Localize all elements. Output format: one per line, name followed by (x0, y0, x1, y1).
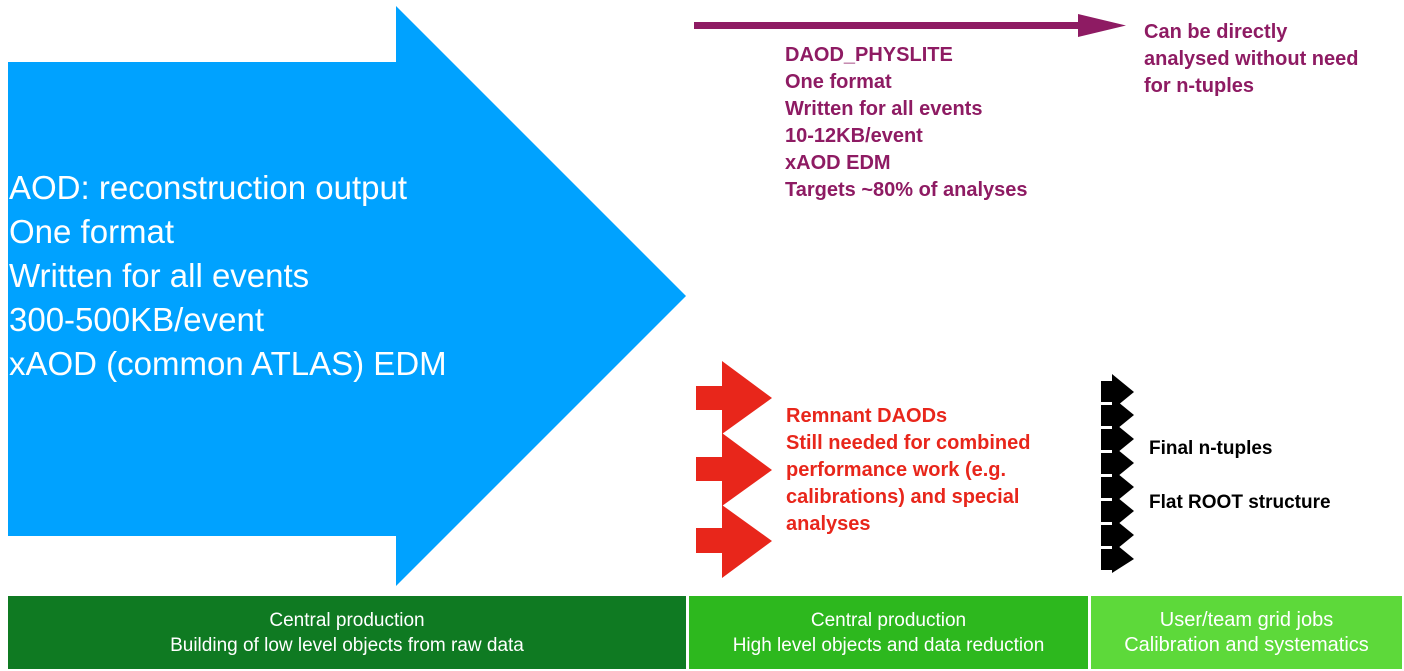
aod-line: 300-500KB/event (9, 301, 265, 338)
ntuple-line: Final n-tuples (1149, 438, 1273, 459)
stage-bar-central-high-level (689, 596, 1088, 669)
ntuple-arrow-stack (1101, 374, 1134, 573)
physlite-line: Written for all events (785, 98, 983, 120)
remnant-description (786, 403, 1030, 538)
physlite-line: One format (785, 71, 892, 93)
aod-line: xAOD (common ATLAS) EDM (9, 345, 447, 382)
direct-analysis-line: for n-tuples (1144, 75, 1254, 97)
remnant-line: calibrations) and special (786, 486, 1020, 508)
physlite-description (785, 42, 1028, 204)
stage-title: Central production (269, 609, 425, 631)
aod-line: One format (9, 213, 175, 250)
direct-analysis-line: Can be directly (1144, 21, 1288, 43)
physlite-line: DAOD_PHYSLITE (785, 44, 953, 66)
remnant-arrows (696, 361, 772, 578)
physlite-line: xAOD EDM (785, 152, 891, 174)
remnant-line: Still needed for combined (786, 432, 1031, 454)
ntuple-line: Flat ROOT structure (1149, 492, 1331, 513)
physlite-arrow (694, 14, 1126, 37)
stage-title: User/team grid jobs (1159, 608, 1334, 631)
ntuple-description (1149, 435, 1331, 516)
remnant-line: Remnant DAODs (786, 405, 948, 427)
direct-analysis-line: analysed without need (1144, 48, 1359, 70)
remnant-line: performance work (e.g. (786, 459, 1007, 481)
aod-line: Written for all events (9, 257, 310, 294)
aod-line: AOD: reconstruction output (9, 169, 408, 206)
physlite-line: 10-12KB/event (785, 125, 923, 147)
remnant-line: analyses (786, 513, 871, 535)
physlite-line: Targets ~80% of analyses (785, 179, 1028, 201)
stage-title: Central production (810, 609, 967, 631)
stage-bar-user-grid-jobs (1091, 596, 1402, 669)
stage-bar-central-low-level (8, 596, 686, 669)
stage-subtitle: Building of low level objects from raw data (170, 634, 524, 656)
remnant-arrow-2 (696, 433, 772, 506)
remnant-arrow-3 (696, 505, 772, 578)
stage-subtitle: Calibration and systematics (1124, 633, 1369, 656)
remnant-arrow-1 (696, 361, 772, 434)
aod-description (9, 166, 447, 386)
stage-subtitle: High level objects and data reduction (732, 634, 1045, 656)
direct-analysis-note (1144, 19, 1358, 100)
